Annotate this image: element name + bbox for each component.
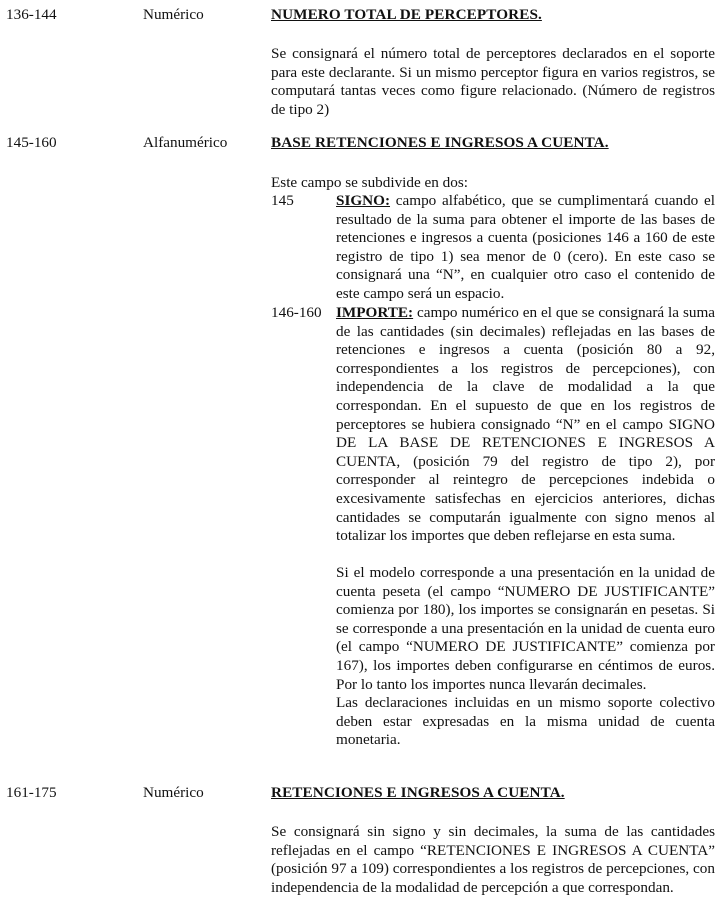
subfield-extra-paragraph: Si el modelo corresponde a una presentación en la unidad de cuenta peseta (el campo “NUMERO DE JUSTIFICANTE” comienza por 180), los importes se consignarán en pesetas. Si se corresponde a una presentación en la unidad de cuenta euro (el campo “NUMERO DE JUSTIFICANTE” comienza por 167), los importes deben configurarse en céntimos de euros. Por lo tanto los importes nunca llevarán decimales. [336, 564, 715, 693]
field-description: Se consignará el número total de perceptores declarados en el soporte para este declarante. Si un mismo perceptor figura en varios registros, se computará tantas veces como figure relacionado. (Número de registros de tipo 2) [271, 45, 715, 118]
field-intro: Este campo se subdivide en dos: [271, 174, 468, 191]
field-position: 161-175 [6, 784, 57, 801]
subfield-position: 146-160 [271, 304, 322, 321]
field-type: Numérico [143, 784, 204, 801]
field-description: Se consignará sin signo y sin decimales, la suma de las cantidades reflejadas en el campo “RETENCIONES E INGRESOS A CUENTA” (posición 97 a 109) correspondientes a los registros de percepciones, con independencia de la modalidad de percepción a que correspondan. [271, 823, 715, 896]
subfield-name: IMPORTE: [336, 304, 414, 321]
field-title: NUMERO TOTAL DE PERCEPTORES. [271, 6, 542, 23]
subfield-name: SIGNO: [336, 192, 391, 209]
subfield-extra-paragraph: Las declaraciones incluidas en un mismo soporte colectivo deben estar expresadas en la misma unidad de cuenta monetaria. [336, 694, 715, 749]
field-title: RETENCIONES E INGRESOS A CUENTA. [271, 784, 565, 801]
field-title: BASE RETENCIONES E INGRESOS A CUENTA. [271, 134, 609, 151]
subfield-position: 145 [271, 192, 294, 209]
subfield-signo [336, 192, 715, 304]
field-type: Alfanumérico [143, 134, 228, 151]
subfield-text: campo numérico en el que se consignará la suma de las cantidades (sin decimales) reflejadas en las bases de retenciones e ingresos a cuenta (posición 80 a 92, correspondientes a los registros de percepciones), con independencia de la clave de modalidad a la que correspondan. En el supuesto de que en los registros de perceptores se hubiera consignado “N” en el campo SIGNO DE LA BASE DE RETENCIONES E INGRESOS A CUENTA, (posición 79 del registro de tipo 2), por corresponder al reintegro de percepciones indebida o excesivamente satisfechas en ejercicios anteriores, dichas cantidades se computarán igualmente con signo menos al totalizar los importes que deben reflejarse en esta suma. [336, 304, 716, 545]
subfield-importe [336, 304, 715, 546]
subfield-text: campo alfabético, que se cumplimentará cuando el resultado de la suma para obtener el importe de las bases de retenciones e ingresos a cuenta (posiciones 146 a 160 de este registro de tipo 1) sea menor de 0 (cero). En este caso se consignará una “N”, en cualquier otro caso el contenido de este campo será un espacio. [336, 192, 715, 302]
field-position: 136-144 [6, 6, 57, 23]
field-type: Numérico [143, 6, 204, 23]
field-position: 145-160 [6, 134, 57, 151]
